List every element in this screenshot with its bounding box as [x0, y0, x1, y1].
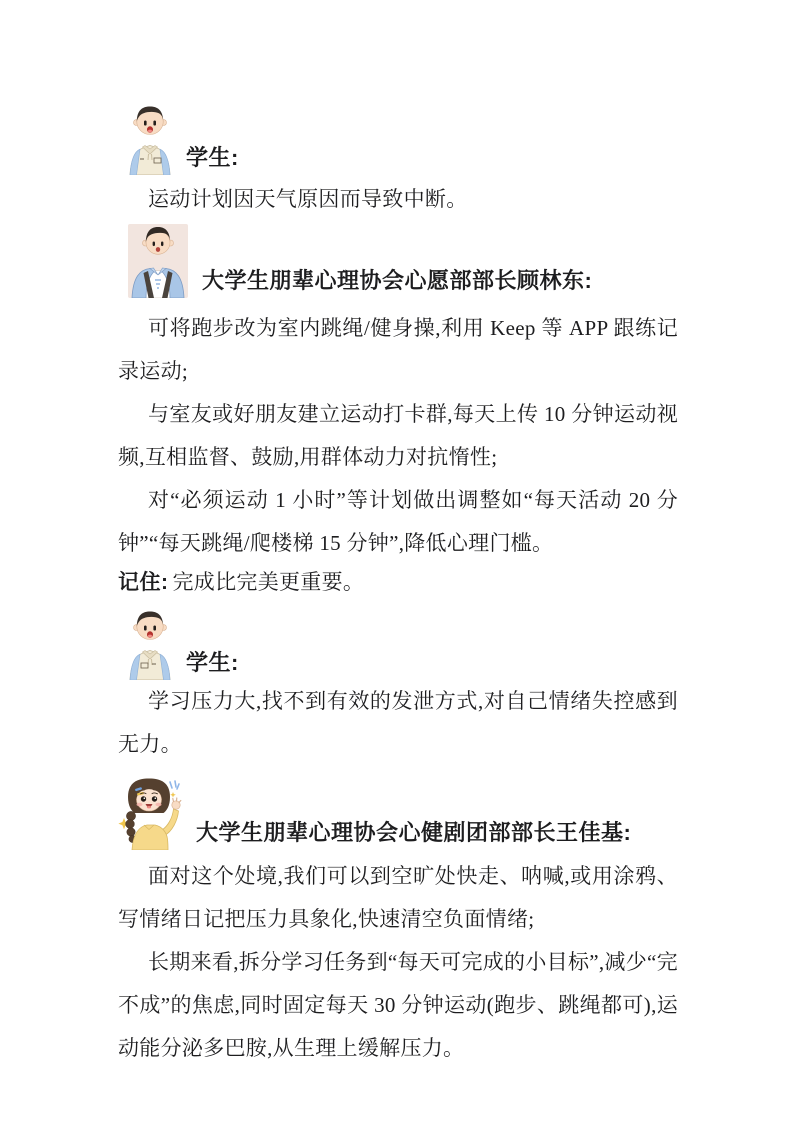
speaker-row-student-1	[128, 105, 678, 175]
speaker-label: 学生:	[186, 145, 239, 170]
remember-note-text: 完成比完美更重要。	[172, 570, 365, 594]
counselor-1-paragraph-1: 可将跑步改为室内跳绳/健身操,利用 Keep 等 APP 跟练记录运动;	[118, 316, 678, 383]
counselor-avatar-denim-boy-icon	[128, 224, 188, 298]
speaker-row-student-2	[128, 610, 678, 680]
counselor-2-paragraph-2: 长期来看,拆分学习任务到“每天可完成的小目标”,减少“完不成”的焦虑,同时固定每天 30 分钟运动(跑步、跳绳都可),运动能分泌多巴胺,从生理上缓解压力。	[118, 950, 678, 1060]
counselor-1-paragraph-3: 对“必须运动 1 小时”等计划做出调整如“每天活动 20 分钟”“每天跳绳/爬楼梯 15 分钟”,降低心理门槛。	[118, 488, 678, 555]
speaker-label: 学生:	[186, 650, 239, 675]
speaker-label: 大学生朋辈心理协会心健剧团部部长王佳基:	[196, 820, 632, 845]
remember-note	[118, 561, 678, 604]
speaker-row-counselor-2	[118, 776, 678, 850]
student-message-1: 运动计划因天气原因而导致中断。	[148, 187, 468, 211]
counselor-2-paragraph-1: 面对这个处境,我们可以到空旷处快走、呐喊,或用涂鸦、写情绪日记把压力具象化,快速清空负面情绪;	[118, 864, 678, 931]
remember-note-lead: 记住:	[118, 571, 169, 594]
student-message-2: 学习压力大,找不到有效的发泄方式,对自己情绪失控感到无力。	[118, 689, 678, 756]
speaker-row-counselor-1	[128, 224, 678, 298]
counselor-avatar-girl-waving-icon	[118, 776, 182, 850]
counselor-1-paragraph-2: 与室友或好朋友建立运动打卡群,每天上传 10 分钟运动视频,互相监督、鼓励,用群体动力对抗惰性;	[118, 402, 678, 469]
student-avatar-hoodie-boy-icon	[128, 610, 172, 680]
document-body	[118, 0, 678, 1070]
student-avatar-hoodie-boy-icon	[128, 105, 172, 175]
speaker-label: 大学生朋辈心理协会心愿部部长顾林东:	[202, 268, 593, 293]
